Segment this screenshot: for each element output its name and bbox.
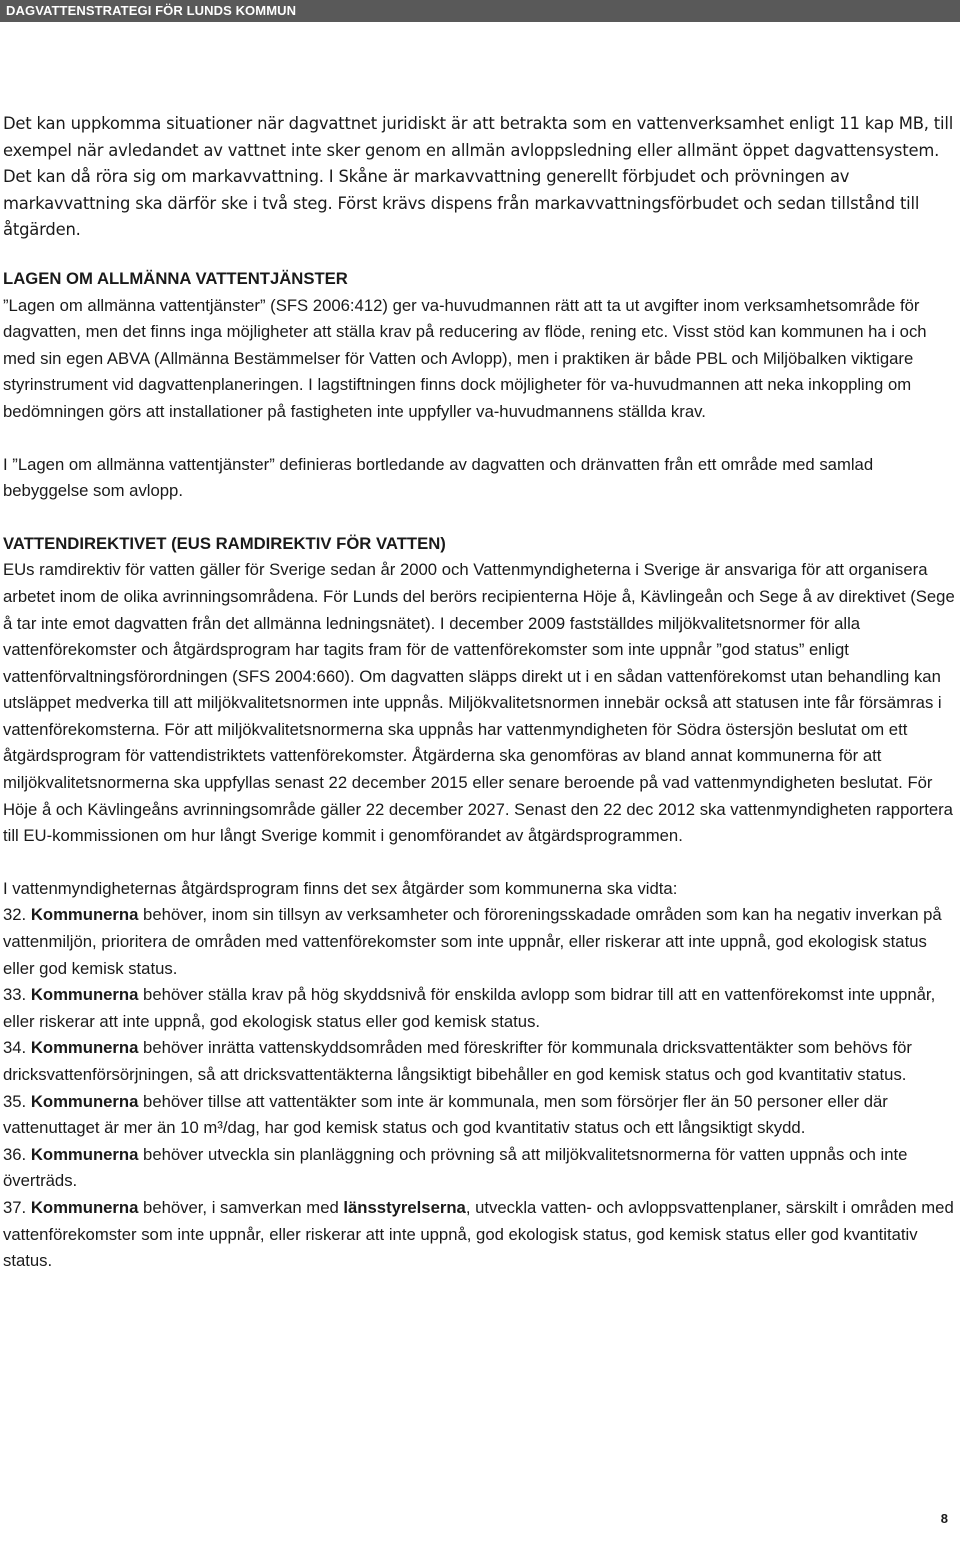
- item-number: 33.: [3, 985, 27, 1005]
- intro-paragraph: Det kan uppkomma situationer när dagvattnet juridiskt är att betrakta som en vattenverksamhet enligt 11 kap MB, till exempel när avledandet av vattnet inte sker genom en allmän avloppsledning eller allmänt öppet dagvattensystem. Det kan då röra sig om markavvattning. I Skåne är markavvattning generellt förbjudet och prövningen av markavvattning ska därför ske i två steg. Först krävs dispens från markavvattningsförbudet och sedan tillstånd till åtgärden.: [3, 114, 954, 240]
- item-text: behöver tillse att vattentäkter som inte är kommunala, men som försörjer fler än 50 personer eller där vattenuttaget är mer än 10 m³/dag, har god kemisk status och god kvantitativ status och ett långsiktigt skydd.: [3, 1091, 888, 1138]
- list-item: [3, 1142, 955, 1195]
- item-text: behöver utveckla sin planläggning och prövning så att miljökvalitetsnormerna för vatten uppnås och inte överträds.: [3, 1144, 908, 1191]
- section-heading-vattendirektivet: VATTENDIREKTIVET (EUS RAMDIREKTIV FÖR VATTEN): [3, 533, 446, 553]
- item-number: 36.: [3, 1144, 27, 1164]
- vattentjanster-paragraph-2: I ”Lagen om allmänna vattentjänster” definieras bortledande av dagvatten och dränvatten från ett område med samlad bebyggelse som avlopp.: [3, 454, 874, 501]
- list-item: [3, 902, 955, 982]
- item-bold-term: länsstyrelserna: [343, 1197, 466, 1217]
- item-subject: Kommunerna: [30, 1091, 139, 1111]
- item-subject: Kommunerna: [30, 985, 139, 1005]
- item-subject: Kommunerna: [30, 905, 139, 925]
- item-subject: Kommunerna: [30, 1197, 139, 1217]
- measures-intro: I vattenmyndigheternas åtgärdsprogram finns det sex åtgärder som kommunerna ska vidta:: [3, 878, 678, 898]
- header-title: DAGVATTENSTRATEGI FÖR LUNDS KOMMUN: [6, 3, 297, 18]
- item-text: , utveckla vatten- och avloppsvattenplaner, särskilt i områden med vattenförekomster som inte uppnår, eller riskerar att inte uppnå, god ekologisk status, god kemisk status eller god kvantitativ status.: [3, 1197, 954, 1271]
- list-item: [3, 1089, 955, 1142]
- list-item: [3, 982, 955, 1035]
- item-number: 37.: [3, 1197, 27, 1217]
- item-subject: Kommunerna: [30, 1038, 139, 1058]
- page-number: 8: [940, 1511, 948, 1526]
- item-text: behöver ställa krav på hög skyddsnivå för enskilda avlopp som bidrar till att en vattenförekomst inte uppnår, eller riskerar att inte uppnå, god ekologisk status eller god kemisk status.: [3, 985, 936, 1031]
- item-text: behöver, inom sin tillsyn av verksamheter och föroreningsskadade områden som kan ha negativ inverkan på vattenmiljön, prioritera de områden med vattenförekomster som inte uppnår, eller riskerar att inte uppnå, god ekologisk status eller god kemisk status.: [3, 905, 942, 978]
- list-item: [3, 1035, 955, 1088]
- list-item: [3, 1195, 955, 1275]
- vattentjanster-paragraph-1: ”Lagen om allmänna vattentjänster” (SFS 2006:412) ger va-huvudmannen rätt att ta ut avgifter inom verksamhetsområde för dagvatten, men det finns inga möjligheter att ställa krav på reducering av flöde, rening etc. Visst stöd kan kommunen ha i och med sin egen ABVA (Allmänna Bestämmelser för Vatten och Avlopp), men i praktiken är både PBL och Miljöbalken viktigare styrinstrument vid dagvattenplaneringen. I lagstiftningen finns dock möjligheter för va-huvudmannen att neka inkoppling om bedömningen görs att installationer på fastigheten inte uppfyller va-huvudmannens ställda krav.: [3, 295, 927, 421]
- item-text: behöver, i samverkan med: [138, 1197, 344, 1217]
- item-subject: Kommunerna: [30, 1144, 139, 1164]
- item-text: behöver inrätta vattenskyddsområden med föreskrifter för kommunala dricksvattentäkter som behövs för dricksvattenförsörjningen, så att dricksvattentäkterna långsiktigt bibehåller en god kemisk status och god kvantitativ status.: [3, 1038, 912, 1084]
- page-header: [0, 0, 960, 22]
- item-number: 34.: [3, 1038, 27, 1058]
- item-number: 35.: [3, 1091, 27, 1111]
- section-heading-vattentjanster: LAGEN OM ALLMÄNNA VATTENTJÄNSTER: [3, 268, 348, 288]
- item-number: 32.: [3, 905, 27, 925]
- document-body: [3, 111, 955, 1275]
- vattendirektivet-paragraph: EUs ramdirektiv för vatten gäller för Sverige sedan år 2000 och Vattenmyndigheterna i Sverige är ansvariga för att organisera arbetet inom de olika avrinningsområdena. För Lunds del berörs recipienterna Höje å, Kävlingeån och Sege å av direktivet (Sege å tar inte emot dagvatten från det allmänna ledningsnätet). I december 2009 fastställdes miljökvalitetsnormer för alla vattenförekomster och åtgärdsprogram har tagits fram för de vattenförekomster som inte uppnår ”god status” enligt vattenförvaltningsförordningen (SFS 2004:660). Om dagvatten släpps direkt ut i en sådan vattenförekomst utan behandling kan utsläppet medverka till att miljökvalitetsnormen inte uppnås. Miljökvalitetsnormen innebär också att statusen inte får försämras i vattenförekomsterna. För att miljökvalitetsnormerna ska uppnås har vattenmyndigheten för Södra östersjön beslutat om ett åtgärdsprogram för vattendistriktets vattenförekomster. Åtgärderna ska genomföras av bland annat kommunerna för att miljökvalitetsnormerna ska uppfyllas senast 22 december 2015 eller senare beroende på vad vattenmyndigheten beslutat. För Höje å och Kävlingeåns avrinningsområde gäller 22 december 2027. Senast den 22 dec 2012 ska vattenmyndigheten rapportera till EU-kommissionen om hur långt Sverige kommit i genomförandet av åtgärdsprogrammen.: [3, 560, 955, 846]
